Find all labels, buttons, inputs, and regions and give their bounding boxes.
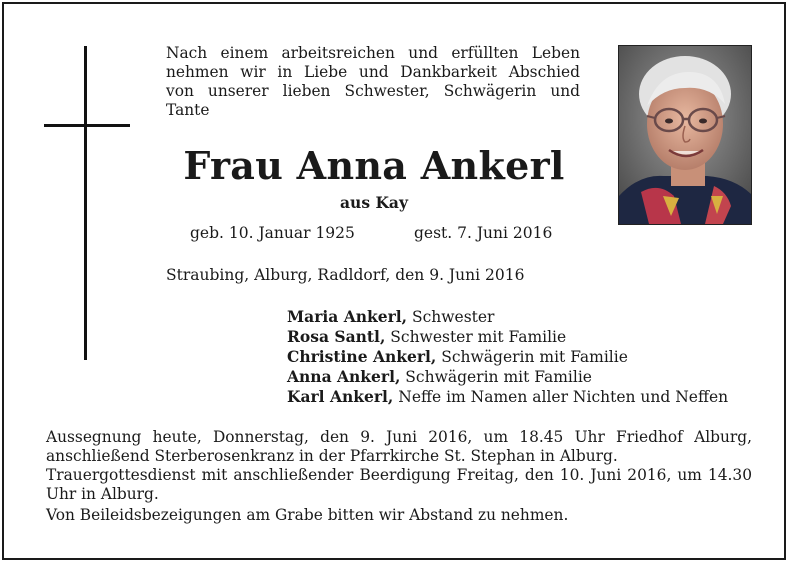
obituary-frame [2, 2, 786, 560]
mourner-name: Christine Ankerl, [287, 347, 437, 366]
mourner-name: Karl Ankerl, [287, 387, 394, 406]
mourner-relation: Schwägerin mit Familie [436, 348, 628, 366]
cross-horizontal-bar [44, 124, 130, 127]
mourner-name: Anna Ankerl, [287, 367, 401, 386]
intro-line: Tante [166, 101, 210, 119]
mourner-entry [287, 327, 728, 347]
intro-line: Nach einem arbeitsreichen und erfüllten Leben [166, 44, 580, 62]
place-and-date: Straubing, Alburg, Radldorf, den 9. Juni 2016 [166, 266, 525, 284]
portrait-photo [618, 45, 752, 225]
mourner-relation: Neffe im Namen aller Nichten und Neffen [393, 388, 729, 406]
mourner-entry [287, 367, 728, 387]
service-notice: Trauergottesdienst mit anschließender Beerdigung Freitag, den 10. Juni 2016, um 14.30 Uhr in Alburg. [46, 466, 752, 503]
birth-date: geb. 10. Januar 1925 [190, 224, 355, 242]
blessing-notice: Aussegnung heute, Donnerstag, den 9. Juni 2016, um 18.45 Uhr Friedhof Alburg, anschließend Sterberosenkranz in der Pfarrkirche St. Stephan in Alburg. [46, 428, 752, 465]
deceased-name: Frau Anna Ankerl [183, 143, 565, 188]
intro-text [166, 44, 580, 120]
mourner-relation: Schwester mit Familie [385, 328, 567, 346]
death-date: gest. 7. Juni 2016 [414, 224, 553, 242]
mourner-name: Rosa Santl, [287, 327, 386, 346]
mourner-entry [287, 387, 728, 407]
condolences-notice: Von Beileidsbezeigungen am Grabe bitten wir Abstand zu nehmen. [46, 506, 569, 524]
mourner-name: Maria Ankerl, [287, 307, 408, 326]
intro-line: nehmen wir in Liebe und Dankbarkeit Abschied [166, 63, 580, 81]
portrait-illustration [619, 46, 751, 224]
mourner-relation: Schwester [407, 308, 495, 326]
intro-line: von unserer lieben Schwester, Schwägerin und [166, 82, 580, 100]
cross-vertical-bar [84, 46, 87, 360]
mourner-entry [287, 307, 728, 327]
mourners-list [287, 307, 728, 407]
deceased-origin: aus Kay [340, 193, 408, 212]
mourner-relation: Schwägerin mit Familie [400, 368, 592, 386]
funeral-notices [46, 428, 752, 525]
mourner-entry [287, 347, 728, 367]
